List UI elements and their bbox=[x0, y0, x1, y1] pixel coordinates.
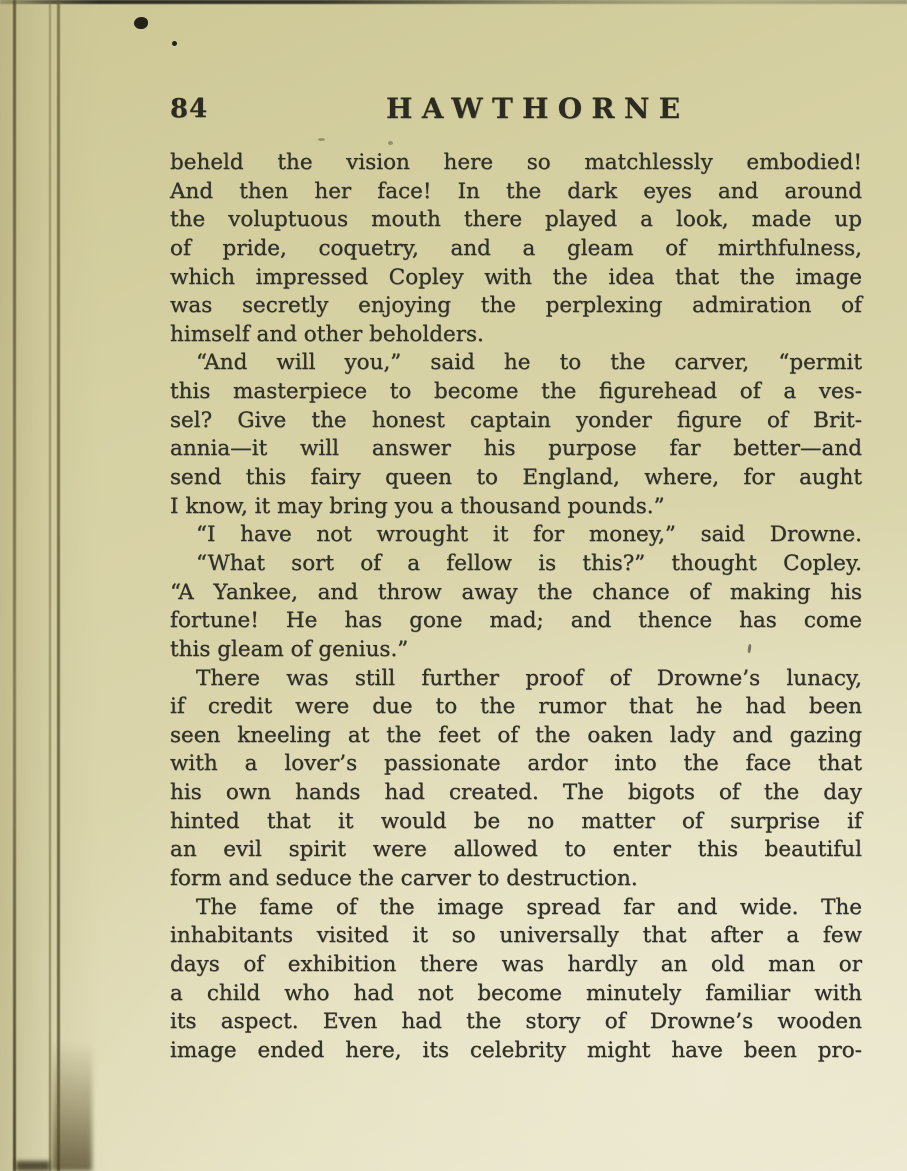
text-line: this gleam of genius.” bbox=[170, 636, 409, 662]
running-head-title: HAWTHORNE bbox=[386, 92, 690, 125]
text-line: The fame of the image spread far and wide. The bbox=[196, 894, 862, 920]
paragraph bbox=[170, 894, 862, 1066]
text-line: beheld the vision here so matchlessly embodied! bbox=[170, 150, 862, 175]
text-line: was secretly enjoying the perplexing admiration of bbox=[170, 293, 862, 319]
text-line: its aspect. Even had the story of Drowne’s wooden bbox=[170, 1009, 862, 1035]
text-line: himself and other beholders. bbox=[170, 321, 484, 347]
paragraph bbox=[170, 550, 862, 665]
ink-spot-icon bbox=[134, 17, 148, 29]
text-line: a child who had not become minutely familiar with bbox=[170, 980, 862, 1006]
page-edge-line bbox=[49, 0, 51, 1171]
text-line: image ended here, its celebrity might have been pro- bbox=[170, 1037, 862, 1063]
paragraph bbox=[170, 149, 862, 349]
text-line: form and seduce the carver to destruction. bbox=[170, 866, 638, 892]
smudge-icon bbox=[318, 138, 325, 141]
text-line: sel? Give the honest captain yonder figure of Brit- bbox=[170, 407, 862, 433]
text-line: There was still further proof of Drowne’s lunacy, bbox=[196, 665, 862, 691]
text-line: “What sort of a fellow is this?” thought Copley. bbox=[196, 550, 862, 576]
text-line: which impressed Copley with the idea that the image bbox=[170, 264, 862, 290]
scan-top-edge-shadow bbox=[0, 0, 907, 4]
text-line: “And will you,” said he to the carver, “permit bbox=[196, 350, 862, 376]
text-line: his own hands had created. The bigots of the day bbox=[170, 780, 862, 806]
text-line: hinted that it would be no matter of surprise if bbox=[170, 808, 862, 834]
page-corner-shadow bbox=[16, 1161, 50, 1171]
text-line: the voluptuous mouth there played a look, made up bbox=[170, 207, 862, 233]
paragraph bbox=[170, 521, 862, 550]
text-line: And then her face! In the dark eyes and around bbox=[170, 178, 862, 204]
page-edge-line bbox=[57, 0, 60, 1171]
page-edge-line bbox=[13, 0, 16, 1171]
text-line: annia—it will answer his purpose far better—and bbox=[170, 436, 862, 462]
text-line: days of exhibition there was hardly an old man or bbox=[170, 951, 862, 977]
text-line: an evil spirit were allowed to enter this beautiful bbox=[170, 837, 862, 863]
page-edge-shadow bbox=[52, 1041, 92, 1171]
paragraph bbox=[170, 665, 862, 894]
text-line: if credit were due to the rumor that he had been bbox=[170, 694, 862, 720]
text-line: fortune! He has gone mad; and thence has come bbox=[170, 608, 862, 634]
text-line: with a lover’s passionate ardor into the face that bbox=[170, 751, 862, 777]
text-line: this masterpiece to become the figurehead of a ves- bbox=[170, 379, 862, 405]
text-line: I know, it may bring you a thousand pounds.” bbox=[170, 493, 665, 519]
smudge-icon bbox=[388, 141, 393, 145]
text-line: “I have not wrought it for money,” said Drowne. bbox=[196, 522, 862, 548]
ink-spot-icon bbox=[172, 41, 177, 46]
text-line: seen kneeling at the feet of the oaken lady and gazing bbox=[170, 722, 862, 748]
body-text bbox=[170, 149, 862, 1066]
page-number: 84 bbox=[170, 94, 209, 124]
text-line: inhabitants visited it so universally that after a few bbox=[170, 923, 862, 949]
paragraph bbox=[170, 349, 862, 521]
text-line: “A Yankee, and throw away the chance of making his bbox=[170, 579, 862, 605]
text-line: send this fairy queen to England, where, for aught bbox=[170, 465, 862, 491]
text-line: of pride, coquetry, and a gleam of mirthfulness, bbox=[170, 235, 862, 261]
